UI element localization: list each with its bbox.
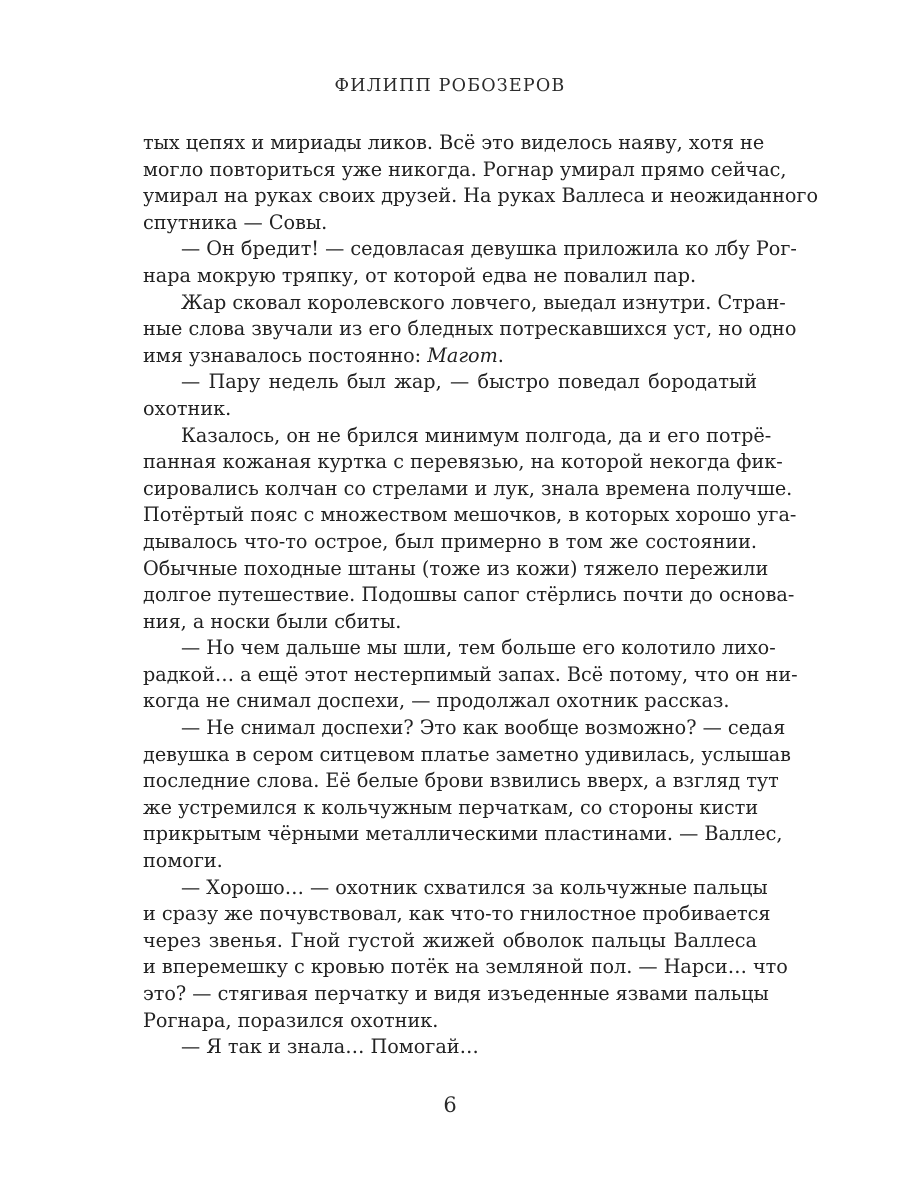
text-line: Потёртый пояс с множеством мешочков, в которых хорошо уга- (143, 503, 797, 527)
text-line: спутника — Совы. (143, 210, 328, 234)
text-line: — Не снимал доспехи? Это как вообще возможно? — седая (181, 716, 786, 740)
italic-name: Магот (427, 343, 498, 367)
text-line: нара мокрую тряпку, от которой едва не повалил пар. (143, 263, 697, 287)
running-head-author: ФИЛИПП РОБОЗЕРОВ (334, 76, 566, 96)
text-line: тых цепях и мириады ликов. Всё это виделось наяву, хотя не (143, 131, 765, 154)
text-line: девушка в сером ситцевом платье заметно удивилась, услышав (143, 742, 791, 766)
text-line: когда не снимал доспехи, — продолжал охотник рассказ. (143, 689, 730, 713)
text-line: — Хорошо… — охотник схватился за кольчужные пальцы (181, 875, 768, 899)
text-line: имя узнавалось постоянно: Магот. (143, 343, 504, 367)
page-number: 6 (443, 1093, 457, 1117)
text-line: ные слова звучали из его бледных потрескавшихся уст, но одно (143, 317, 797, 341)
text-line: Рогнара, поразился охотник. (143, 1008, 439, 1032)
text-line: же устремился к кольчужным перчаткам, со стороны кисти (143, 795, 759, 819)
text-line: через звенья. Гной густой жижей обволок пальцы Валлеса (143, 928, 757, 952)
text-line: — Но чем дальше мы шли, тем больше его колотило лихо- (181, 636, 776, 660)
text-line: могло повториться уже никогда. Рогнар умирал прямо сейчас, (143, 157, 787, 181)
text-line: радкой… а ещё этот нестерпимый запах. Всё потому, что он ни- (143, 662, 798, 686)
text-line: ния, а носки были сбиты. (143, 609, 402, 633)
text-line: помоги. (143, 849, 223, 873)
text-line: дывалось что-то острое, был примерно в том же состоянии. (143, 529, 757, 553)
text-line: — Пару недель был жар, — быстро поведал бородатый (181, 370, 757, 394)
text-line: сировались колчан со стрелами и лук, знала времена получше. (143, 476, 793, 500)
text-line: и сразу же почувствовал, как что-то гнилостное пробивается (143, 902, 771, 926)
text-line: долгое путешествие. Подошвы сапог стёрлись почти до основа- (143, 583, 795, 607)
text-line: последние слова. Её белые брови взвились вверх, а взгляд тут (143, 769, 779, 793)
text-line: — Я так и знала… Помогай… (181, 1035, 479, 1059)
text-line: — Он бредит! — седовласая девушка приложила ко лбу Рог- (181, 237, 797, 261)
text-line: Жар сковал королевского ловчего, выедал изнутри. Стран- (181, 290, 786, 314)
text-line: прикрытым чёрными металлическими пластинами. — Валлес, (143, 822, 783, 846)
text-line: умирал на руках своих друзей. На руках Валлеса и неожиданного (143, 184, 819, 208)
text-line: Обычные походные штаны (тоже из кожи) тяжело пережили (143, 556, 769, 580)
text-line: Казалось, он не брился минимум полгода, да и его потрё- (181, 423, 772, 447)
text-line: панная кожаная куртка с перевязью, на которой некогда фик- (143, 450, 783, 474)
text-line: и вперемешку с кровью потёк на земляной пол. — Нарси… что (143, 955, 788, 979)
text-line: это? — стягивая перчатку и видя изъеденные язвами пальцы (143, 982, 769, 1005)
text-line: охотник. (143, 396, 232, 420)
body-text (143, 130, 819, 1061)
